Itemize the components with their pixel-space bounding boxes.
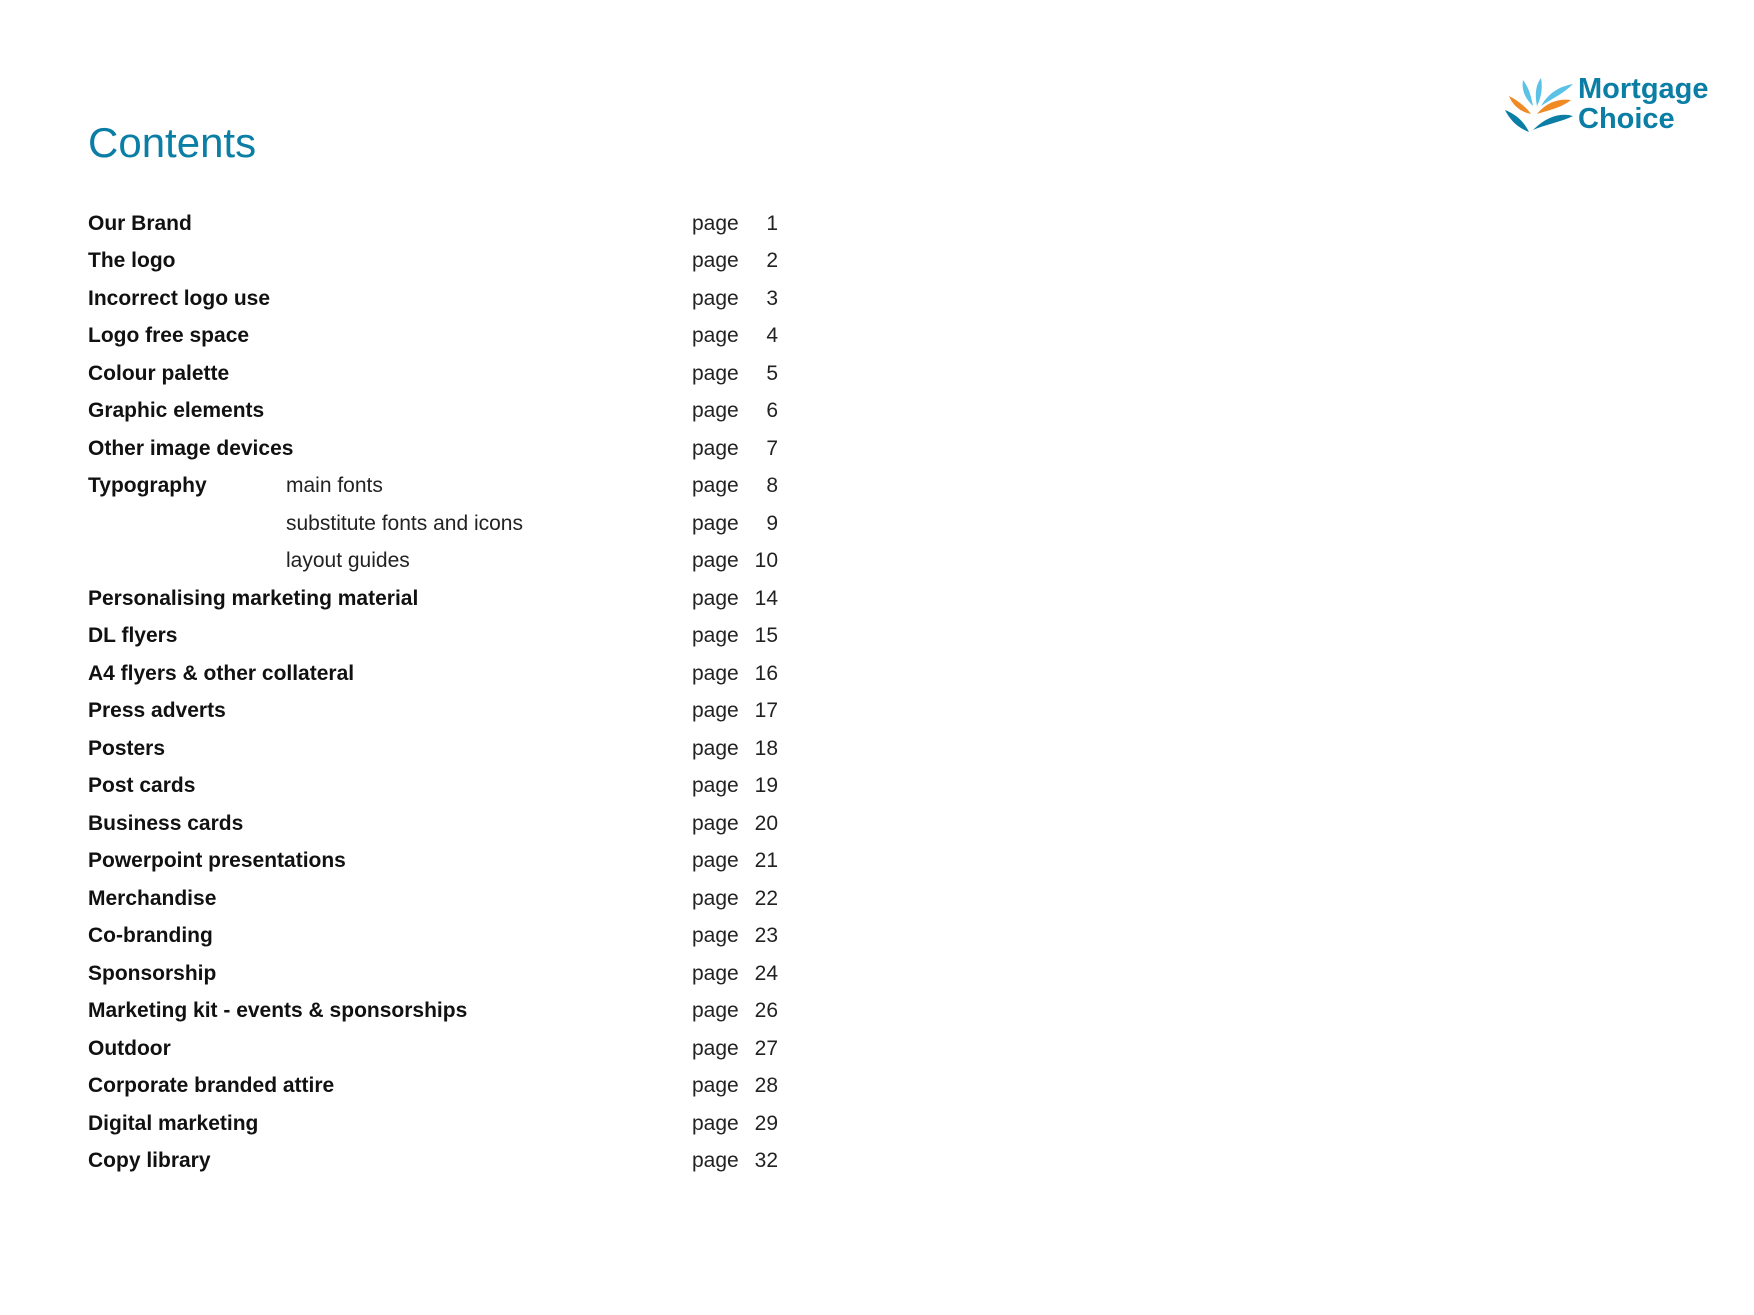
toc-page-number: 27 [754, 1037, 778, 1060]
logo-mark-icon [1503, 78, 1575, 138]
toc-page-number: 21 [754, 849, 778, 872]
toc-page-number: 24 [754, 962, 778, 985]
toc-row[interactable] [88, 393, 778, 429]
toc-page-label: page [692, 249, 739, 272]
logo-text-line2: Choice [1578, 103, 1675, 135]
toc-page-number: 23 [754, 924, 778, 947]
toc-row[interactable] [88, 1106, 778, 1142]
toc-page-label: page [692, 962, 739, 985]
toc-section-title: A4 flyers & other collateral [88, 662, 355, 685]
toc-section-title: Digital marketing [88, 1112, 259, 1135]
toc-page-label: page [692, 999, 739, 1022]
toc-page-number: 4 [766, 324, 778, 347]
toc-page-number: 28 [754, 1074, 778, 1097]
logo-text-line1: Mortgage [1578, 73, 1709, 105]
toc-section-title: The logo [88, 249, 176, 272]
toc-subsection-title: layout guides [286, 549, 410, 572]
toc-row[interactable] [88, 768, 778, 804]
mortgage-choice-logo [1503, 74, 1733, 140]
toc-section-title: Outdoor [88, 1037, 171, 1060]
toc-section-title: Posters [88, 737, 166, 760]
toc-page-number: 32 [754, 1149, 778, 1172]
toc-row[interactable] [88, 1068, 778, 1104]
toc-page-label: page [692, 474, 739, 497]
toc-page-label: page [692, 662, 739, 685]
toc-page-number: 20 [754, 812, 778, 835]
toc-page-number: 16 [754, 662, 778, 685]
toc-page-number: 22 [754, 887, 778, 910]
toc-section-title: Personalising marketing material [88, 587, 419, 610]
toc-row[interactable] [88, 543, 778, 579]
toc-page-label: page [692, 699, 739, 722]
toc-row[interactable] [88, 1143, 778, 1179]
toc-section-title: Co-branding [88, 924, 213, 947]
toc-row[interactable] [88, 956, 778, 992]
toc-section-title: Colour palette [88, 362, 230, 385]
toc-page-label: page [692, 287, 739, 310]
toc-row[interactable] [88, 356, 778, 392]
toc-row[interactable] [88, 468, 778, 504]
toc-row[interactable] [88, 731, 778, 767]
toc-section-title: Corporate branded attire [88, 1074, 335, 1097]
toc-page-number: 3 [766, 287, 778, 310]
toc-section-title: Copy library [88, 1149, 211, 1172]
toc-page-number: 10 [754, 549, 778, 572]
toc-row[interactable] [88, 506, 778, 542]
toc-page-number: 17 [754, 699, 778, 722]
toc-row[interactable] [88, 1031, 778, 1067]
toc-page-label: page [692, 587, 739, 610]
toc-section-title: Marketing kit - events & sponsorships [88, 999, 468, 1022]
toc-section-title: Other image devices [88, 437, 294, 460]
toc-page-label: page [692, 1037, 739, 1060]
toc-page-label: page [692, 1112, 739, 1135]
toc-page-label: page [692, 324, 739, 347]
toc-subsection-title: substitute fonts and icons [286, 512, 523, 535]
toc-page-number: 2 [766, 249, 778, 272]
toc-page-label: page [692, 849, 739, 872]
toc-section-title: Powerpoint presentations [88, 849, 346, 872]
toc-row[interactable] [88, 693, 778, 729]
toc-row[interactable] [88, 993, 778, 1029]
toc-section-title: Merchandise [88, 887, 217, 910]
toc-row[interactable] [88, 431, 778, 467]
toc-page-label: page [692, 624, 739, 647]
toc-page-number: 18 [754, 737, 778, 760]
toc-page-label: page [692, 212, 739, 235]
toc-page-label: page [692, 1149, 739, 1172]
toc-section-title: Our Brand [88, 212, 192, 235]
toc-page-number: 26 [754, 999, 778, 1022]
toc-page-number: 29 [754, 1112, 778, 1135]
toc-row[interactable] [88, 843, 778, 879]
toc-page-number: 9 [766, 512, 778, 535]
toc-section-title: Typography [88, 474, 207, 497]
page-title: Contents [88, 119, 257, 166]
toc-section-title: Sponsorship [88, 962, 217, 985]
toc-section-title: Post cards [88, 774, 196, 797]
toc-page-number: 19 [754, 774, 778, 797]
toc-page-label: page [692, 549, 739, 572]
toc-page-label: page [692, 1074, 739, 1097]
toc-page-number: 1 [766, 212, 778, 235]
toc-page-number: 14 [754, 587, 778, 610]
toc-page-label: page [692, 737, 739, 760]
toc-row[interactable] [88, 918, 778, 954]
toc-row[interactable] [88, 318, 778, 354]
toc-section-title: DL flyers [88, 624, 178, 647]
toc-page-number: 8 [766, 474, 778, 497]
toc-row[interactable] [88, 618, 778, 654]
toc-row[interactable] [88, 881, 778, 917]
toc-row[interactable] [88, 656, 778, 692]
toc-row[interactable] [88, 581, 778, 617]
toc-page-label: page [692, 512, 739, 535]
toc-row[interactable] [88, 243, 778, 279]
toc-row[interactable] [88, 806, 778, 842]
toc-section-title: Logo free space [88, 324, 250, 347]
toc-page-label: page [692, 399, 739, 422]
toc-page-number: 15 [754, 624, 778, 647]
toc-page-number: 6 [766, 399, 778, 422]
toc-page-label: page [692, 362, 739, 385]
toc-section-title: Business cards [88, 812, 244, 835]
toc-page-label: page [692, 437, 739, 460]
toc-page-number: 5 [766, 362, 778, 385]
toc-section-title: Press adverts [88, 699, 226, 722]
toc-page-label: page [692, 887, 739, 910]
toc-page-label: page [692, 774, 739, 797]
toc-page-label: page [692, 924, 739, 947]
toc-page-number: 7 [766, 437, 778, 460]
toc-page-label: page [692, 812, 739, 835]
toc-section-title: Graphic elements [88, 399, 265, 422]
toc-row[interactable] [88, 281, 778, 317]
toc-subsection-title: main fonts [286, 474, 383, 497]
toc-row[interactable] [88, 206, 778, 242]
toc-section-title: Incorrect logo use [88, 287, 271, 310]
